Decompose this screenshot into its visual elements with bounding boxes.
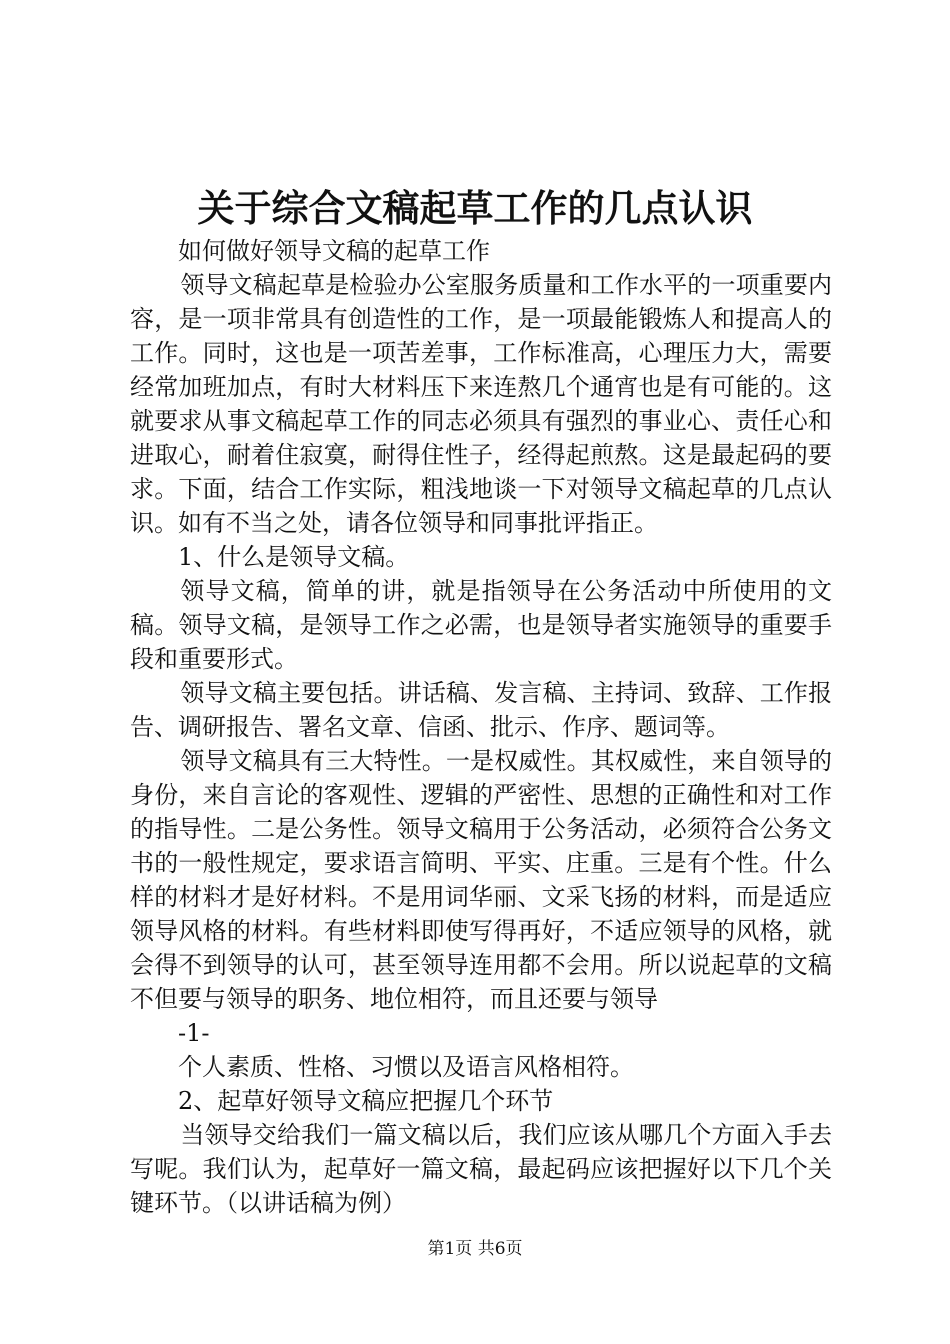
continuation-paragraph: 个人素质、性格、习惯以及语言风格相符。	[178, 1053, 634, 1081]
section-heading-1: 1、什么是领导文稿。	[178, 543, 410, 571]
document-title: 关于综合文稿起草工作的几点认识	[197, 186, 753, 230]
intro-paragraph: 领导文稿起草是检验办公室服务质量和工作水平的一项重要内容，是一项非常具有创造性的工作，是一项最能锻炼人和提高人的工作。同时，这也是一项苦差事，工作标准高，心理压力大，需要经常加班加点，有时大材料压下来连熬几个通宵也是有可能的。这就要求从事文稿起草工作的同志必须具有强烈的事业心、责任心和进取心，耐着住寂寞，耐得住性子，经得起煎熬。这是最起码的要求。下面，结合工作实际，粗浅地谈一下对领导文稿起草的几点认识。如有不当之处，请各位领导和同事批评指正。	[130, 271, 832, 537]
types-paragraph: 领导文稿主要包括。讲话稿、发言稿、主持词、致辞、工作报告、调研报告、署名文章、信函、批示、作序、题词等。	[130, 679, 832, 741]
definition-paragraph: 领导文稿，简单的讲，就是指领导在公务活动中所使用的文稿。领导文稿，是领导工作之必需，也是领导者实施领导的重要手段和重要形式。	[130, 577, 832, 673]
steps-paragraph: 当领导交给我们一篇文稿以后，我们应该从哪几个方面入手去写呢。我们认为，起草好一篇文稿，最起码应该把握好以下几个关键环节。（以讲话稿为例）	[130, 1121, 832, 1217]
characteristics-paragraph: 领导文稿具有三大特性。一是权威性。其权威性，来自领导的身份，来自言论的客观性、逻辑的严密性、思想的正确性和对工作的指导性。二是公务性。领导文稿用于公务活动，必须符合公务文书的一般性规定，要求语言简明、平实、庄重。三是有个性。什么样的材料才是好材料。不是用词华丽、文采飞扬的材料，而是适应领导风格的材料。有些材料即使写得再好，不适应领导的风格，就会得不到领导的认可，甚至领导连用都不会用。所以说起草的文稿不但要与领导的职务、地位相符，而且还要与领导	[130, 747, 832, 1013]
document-body	[130, 234, 832, 1220]
section-heading-2: 2、起草好领导文稿应把握几个环节	[178, 1087, 554, 1115]
page-marker: -1-	[178, 1019, 210, 1047]
page-footer: 第1页 共6页	[427, 1239, 523, 1259]
subtitle-paragraph: 如何做好领导文稿的起草工作	[178, 237, 490, 265]
